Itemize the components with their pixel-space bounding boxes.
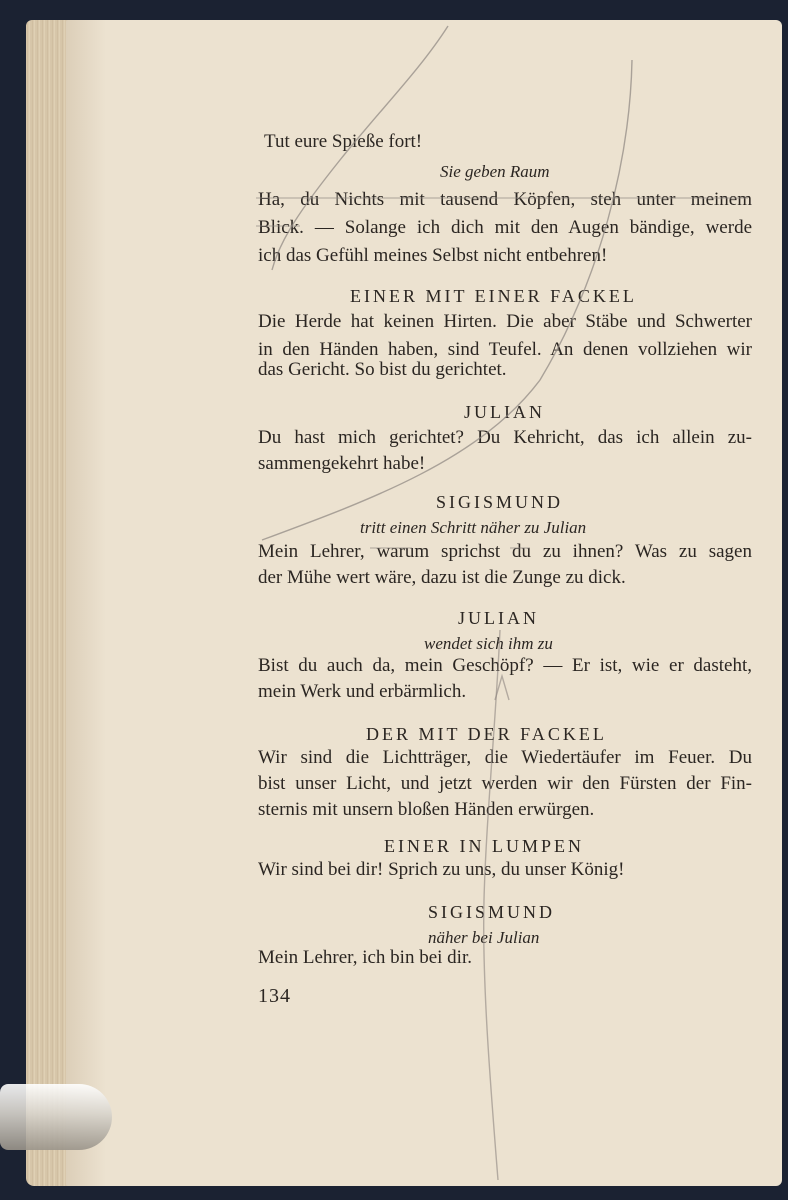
text-line: das Gericht. So bist du gerichtet. xyxy=(258,359,507,380)
text-line: in den Händen haben, sind Teufel. An denen vollziehen wir xyxy=(258,339,752,360)
text-line: sammengekehrt habe! xyxy=(258,453,426,474)
text-line: Die Herde hat keinen Hirten. Die aber Stäbe und Schwerter xyxy=(258,311,752,332)
text-line: Wir sind bei dir! Sprich zu uns, du unser König! xyxy=(258,859,625,880)
stage-direction: wendet sich ihm zu xyxy=(424,634,553,653)
stage-direction: Sie geben Raum xyxy=(440,162,550,181)
text-line: Du hast mich gerichtet? Du Kehricht, das ich allein zu- xyxy=(258,427,752,448)
speaker-name: JULIAN xyxy=(464,402,545,422)
text-line: mein Werk und erbärmlich. xyxy=(258,681,467,702)
text-line: Bist du auch da, mein Geschöpf? — Er ist, wie er dasteht, xyxy=(258,655,752,676)
stage-direction: tritt einen Schritt näher zu Julian xyxy=(360,518,587,537)
text-line: ich das Gefühl meines Selbst nicht entbehren! xyxy=(258,245,608,266)
stage-direction: näher bei Julian xyxy=(428,928,540,947)
speaker-name: JULIAN xyxy=(458,608,539,628)
text-line: Mein Lehrer, warum sprichst du zu ihnen? Was zu sagen xyxy=(258,541,752,562)
speaker-name: EINER MIT EINER FACKEL xyxy=(350,286,637,306)
page-number: 134 xyxy=(258,985,291,1007)
page-text xyxy=(258,0,758,1200)
text-line: bist unser Licht, und jetzt werden wir den Fürsten der Fin- xyxy=(258,773,752,794)
text-line: Ha, du Nichts mit tausend Köpfen, steh unter meinem xyxy=(258,189,752,210)
text-line: sternis mit unsern bloßen Händen erwürgen. xyxy=(258,799,595,820)
text-line: der Mühe wert wäre, dazu ist die Zunge zu dick. xyxy=(258,567,626,588)
text-line: Wir sind die Lichtträger, die Wiedertäufer im Feuer. Du xyxy=(258,747,752,768)
speaker-name: SIGISMUND xyxy=(436,492,564,512)
text-line: Mein Lehrer, ich bin bei dir. xyxy=(258,947,472,968)
page-clip xyxy=(0,1084,112,1150)
speaker-name: SIGISMUND xyxy=(428,902,556,922)
text-line: Tut eure Spieße fort! xyxy=(264,131,423,152)
speaker-name: DER MIT DER FACKEL xyxy=(366,724,607,744)
speaker-name: EINER IN LUMPEN xyxy=(384,836,584,856)
text-line: Blick. — Solange ich dich mit den Augen bändige, werde xyxy=(258,217,752,238)
